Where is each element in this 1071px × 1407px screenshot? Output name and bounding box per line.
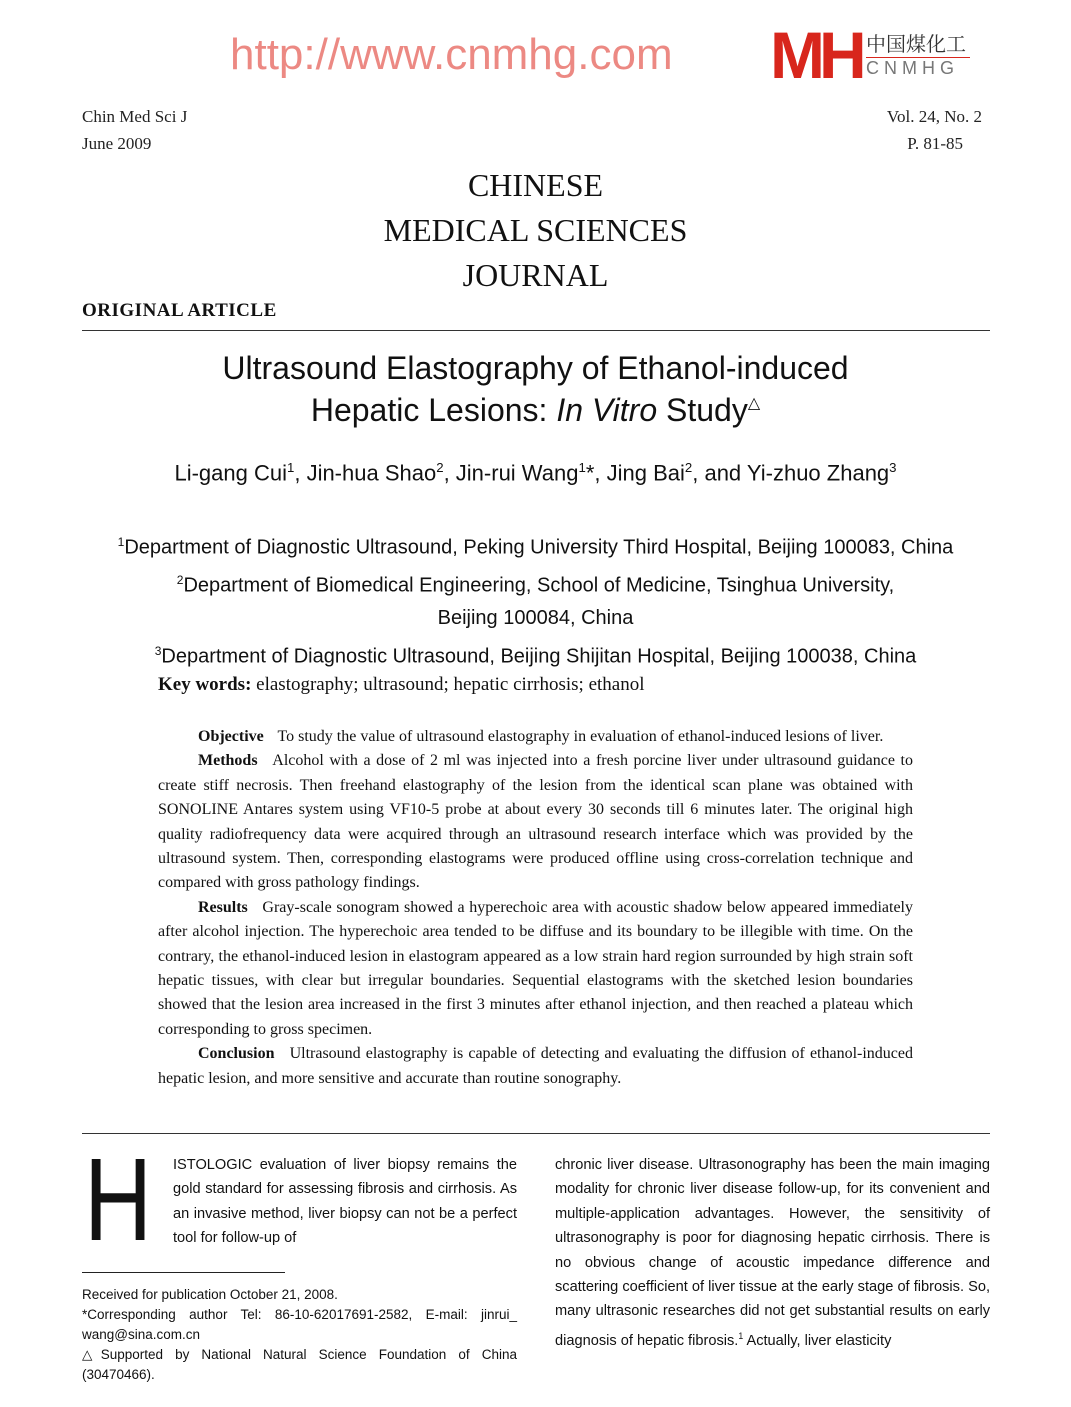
body-column-1: ISTOLOGIC evaluation of liver biopsy remains the gold standard for assessing fibrosis and cirrhosis. As an invasive method, liver biopsy can not be a perfect tool for follow-up of (173, 1157, 517, 1247)
affiliation (0, 564, 1071, 602)
abstract-objective (158, 725, 913, 749)
footnote-received: Received for publication October 21, 2008. (82, 1287, 338, 1302)
keywords-text: elastography; ultrasound; hepatic cirrhosis; ethanol (256, 674, 645, 695)
drop-cap: H (84, 1134, 153, 1266)
affil-text: Department of Biomedical Engineering, School of Medicine, Tsinghua University, (183, 574, 895, 597)
abstract-divider (82, 1133, 990, 1134)
author-name: Jing Bai (606, 460, 685, 486)
volume-number: Vol. 24, No. 2 (886, 107, 982, 126)
author-name: Jin-hua Shao (306, 460, 437, 486)
journal-name-line: CHINESE (467, 167, 604, 203)
body-text: Actually, liver elasticity (743, 1332, 892, 1349)
separator: , and (692, 460, 747, 486)
journal-name (0, 163, 1071, 298)
watermark-logo (770, 18, 970, 92)
author-name: Jin-rui Wang (455, 460, 579, 486)
header-divider (82, 330, 990, 331)
footnote-support: △Supported by National Natural Science Foundation of China (30470466). (82, 1347, 517, 1382)
watermark-url: http://www.cnmhg.com (230, 30, 673, 79)
affil-text: Department of Diagnostic Ultrasound, Beijing Shijitan Hospital, Beijing 100038, China (161, 645, 917, 668)
affiliations (0, 526, 1071, 673)
section-text: To study the value of ultrasound elastography in evaluation of ethanol-induced lesions of liver. (277, 728, 884, 745)
keywords (158, 674, 645, 696)
abstract (158, 725, 913, 1091)
title-text: Hepatic Lesions: (310, 392, 557, 428)
footnotes (82, 1285, 517, 1385)
author-name: Li-gang Cui (174, 460, 287, 486)
author-affil-sup: 2 (684, 460, 693, 475)
affil-sup: 2 (176, 573, 184, 588)
author-name: Yi-zhuo Zhang (746, 460, 890, 486)
funding-mark: △ (747, 395, 761, 412)
article-type: ORIGINAL ARTICLE (82, 300, 277, 321)
logo-chinese-text: 中国煤化工 (866, 28, 970, 58)
abstract-results (158, 896, 913, 1042)
author-affil-sup: 3 (889, 460, 897, 475)
body-text: chronic liver disease. Ultrasonography has been the main imaging modality for chronic liver disease follow-up, for its convenient and multiple-application advantages. However, the sensitivity of ultrasonography is poor for diagnosing hepatic cirrhosis. There is no obvious change of acoustic impedance difference and scattering coefficient of liver tissue at the early stage of fibrosis. So, many ultrasonic researches did not get substantial results on early diagnosis of hepatic fibrosis. (555, 1157, 990, 1349)
logo-mark: MH (770, 18, 861, 92)
page-range: P. 81-85 (907, 134, 963, 153)
affil-text: Beijing 100084, China (437, 607, 634, 630)
article-title (0, 347, 1071, 431)
body-column-2 (555, 1153, 990, 1353)
author-affil-sup: 1 (578, 460, 586, 475)
section-label: Methods (198, 752, 258, 770)
section-text: Gray-scale sonogram showed a hyperechoic area with acoustic shadow below appeared immediately after alcohol injection. The hyperechoic area tended to be diffuse and its boundary to be illegible with time. On the contrary, the ethanol-induced lesion in elastogram appeared as a low strain hard region surrounded by high strain soft hepatic tissues, with clear but irregular boundaries. Sequential elastograms with the sketched lesion boundaries showed that the lesion area increased in the first 3 minutes after ethanol injection, and then reached a plateau which corresponding to gross specimen. (158, 898, 914, 1038)
title-line (0, 389, 1071, 431)
journal-name-line: MEDICAL SCIENCES (383, 212, 688, 248)
issue-date: June 2009 (82, 134, 152, 153)
affil-sup: 1 (117, 535, 125, 549)
logo-english-text: CNMHG (866, 58, 959, 78)
affil-text: Department of Diagnostic Ultrasound, Peking University Third Hospital, Beijing 100083, China (124, 536, 954, 559)
citation: 1 (738, 1330, 744, 1341)
section-label: Conclusion (198, 1045, 275, 1063)
separator: *, (585, 460, 607, 486)
footnote-divider (82, 1272, 285, 1273)
author-affil-sup: 1 (286, 460, 295, 475)
abstract-methods (158, 749, 913, 895)
affil-sup: 3 (154, 643, 162, 658)
journal-name-line: JOURNAL (462, 257, 609, 293)
title-italic: In Vitro (556, 392, 658, 428)
title-text: Study (657, 392, 748, 428)
affiliation (0, 635, 1071, 673)
separator: , (294, 460, 307, 486)
author-affil-sup: 2 (436, 460, 444, 475)
section-text: Alcohol with a dose of 2 ml was injected into a fresh porcine liver under ultrasound guidance to create stiff necrosis. Then freehand elastography of the lesion from the identical scan plane was obtained with SONOLINE Antares system using VF10-5 probe at about every 30 seconds till 6 minutes later. The original high quality radiofrequency data were acquired through an ultrasound research interface which was provided by the ultrasound system. Then, corresponding elastograms were produced offline using cross-correlation technique and compared with gross pathology findings. (158, 752, 913, 892)
section-label: Results (198, 898, 248, 916)
abstract-conclusion (158, 1042, 913, 1091)
footnote-corresponding: *Corresponding author Tel: 86-10-62017691-2582, E-mail: jinrui_ wang@sina.com.cn (82, 1307, 517, 1342)
author-list (0, 460, 1071, 486)
affiliation (0, 526, 1071, 564)
journal-abbrev: Chin Med Sci J (82, 107, 188, 126)
section-label: Objective (198, 728, 264, 745)
section-text: Ultrasound elastography is capable of detecting and evaluating the diffusion of ethanol-induced hepatic lesion, and more sensitive and accurate than routine sonography. (158, 1045, 914, 1087)
keywords-label: Key words: (158, 674, 252, 695)
title-line: Ultrasound Elastography of Ethanol-induced (222, 350, 849, 386)
separator: , (443, 460, 456, 486)
